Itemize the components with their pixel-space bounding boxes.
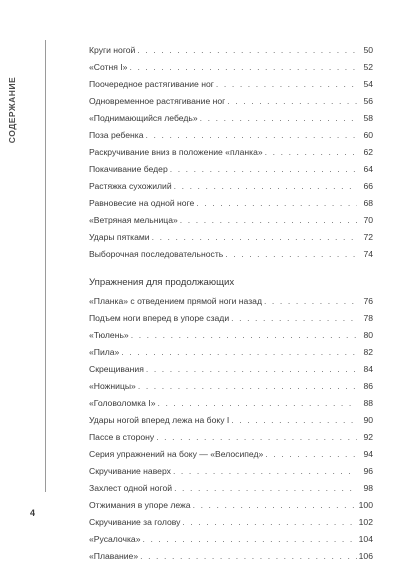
toc-leader-dots — [180, 212, 357, 229]
toc-leader-dots — [152, 229, 357, 246]
toc-leader-dots — [231, 310, 357, 327]
toc-entry — [89, 293, 373, 310]
toc-entry-page: 68 — [363, 198, 373, 208]
toc-entry — [89, 480, 373, 497]
toc-entry-page: 94 — [363, 449, 373, 459]
section-side-label — [4, 62, 20, 158]
toc-leader-dots — [173, 463, 357, 480]
toc-leader-dots — [174, 480, 357, 497]
toc-entry-page: 100 — [358, 500, 373, 510]
toc-entry-page: 82 — [363, 347, 373, 357]
toc-leader-dots — [157, 395, 357, 412]
toc-leader-dots — [142, 531, 356, 548]
toc-entry — [89, 178, 373, 195]
toc-entry — [89, 429, 373, 446]
toc-entry-title: Равновесие на одной ноге — [89, 198, 195, 208]
toc-entry-title: Серия упражнений на боку — «Велосипед» — [89, 449, 264, 459]
toc-leader-dots — [140, 548, 357, 565]
toc-entry — [89, 110, 373, 127]
toc-entry-page: 74 — [363, 249, 373, 259]
toc-leader-dots — [156, 429, 357, 446]
toc-entry-page: 76 — [363, 296, 373, 306]
toc-entry-page: 104 — [358, 534, 373, 544]
toc-entry-title: Выборочная последовательность — [89, 249, 224, 259]
toc-entry-title: Захлест одной ногой — [89, 483, 173, 493]
toc-leader-dots — [200, 110, 357, 127]
toc-entry-title: Растяжка сухожилий — [89, 181, 172, 191]
toc-entry-title: «Ветряная мельница» — [89, 215, 178, 225]
toc-entry — [89, 144, 373, 161]
toc-entry-page: 98 — [363, 483, 373, 493]
toc-entry-title: Круги ногой — [89, 45, 136, 55]
toc-entry-page: 54 — [363, 79, 373, 89]
table-of-contents — [89, 42, 373, 565]
toc-entry — [89, 229, 373, 246]
toc-entry-page: 64 — [363, 164, 373, 174]
toc-entry-page: 90 — [363, 415, 373, 425]
toc-entry-page: 106 — [358, 551, 373, 561]
toc-entry-page: 62 — [363, 147, 373, 157]
toc-entry-page: 60 — [363, 130, 373, 140]
toc-entry-title: Пассе в сторону — [89, 432, 155, 442]
toc-entry — [89, 161, 373, 178]
toc-entry-title: «Русалочка» — [89, 534, 141, 544]
toc-entry — [89, 361, 373, 378]
toc-entry — [89, 42, 373, 59]
toc-entry-page: 86 — [363, 381, 373, 391]
toc-entry-title: Поочередное растягивание ног — [89, 79, 214, 89]
toc-entry-page: 66 — [363, 181, 373, 191]
toc-entry — [89, 59, 373, 76]
toc-entry-page: 70 — [363, 215, 373, 225]
toc-entry-title: Раскручивание вниз в положение «планка» — [89, 147, 263, 157]
toc-entry — [89, 463, 373, 480]
toc-leader-dots — [137, 42, 357, 59]
toc-entry-page: 102 — [358, 517, 373, 527]
toc-entry — [89, 548, 373, 565]
toc-entry — [89, 395, 373, 412]
vertical-divider — [45, 40, 46, 492]
toc-leader-dots — [121, 344, 357, 361]
toc-entry — [89, 446, 373, 463]
toc-entry — [89, 212, 373, 229]
toc-entry-page: 50 — [363, 45, 373, 55]
toc-entry-page: 52 — [363, 62, 373, 72]
toc-entry-title: «Сотня I» — [89, 62, 128, 72]
toc-part-1 — [89, 42, 373, 263]
toc-leader-dots — [182, 514, 356, 531]
toc-entry-title: Скручивание за голову — [89, 517, 181, 527]
toc-entry-page: 92 — [363, 432, 373, 442]
toc-entry — [89, 127, 373, 144]
section-heading: Упражнения для продолжающих — [89, 277, 235, 288]
toc-entry — [89, 378, 373, 395]
toc-entry-title: «Поднимающийся лебедь» — [89, 113, 198, 123]
toc-leader-dots — [227, 93, 357, 110]
toc-part-2 — [89, 293, 373, 565]
toc-entry — [89, 497, 373, 514]
toc-entry-title: «Планка» с отведением прямой ноги назад — [89, 296, 262, 306]
toc-entry-page: 88 — [363, 398, 373, 408]
toc-leader-dots — [216, 76, 357, 93]
toc-entry-title: Отжимания в упоре лежа — [89, 500, 191, 510]
toc-entry-title: Одновременное растягивание ног — [89, 96, 226, 106]
toc-entry — [89, 76, 373, 93]
toc-entry — [89, 327, 373, 344]
toc-leader-dots — [265, 446, 357, 463]
toc-entry-title: Удары пятками — [89, 232, 150, 242]
toc-entry-title: «Ножницы» — [89, 381, 136, 391]
toc-entry-title: «Плавание» — [89, 551, 139, 561]
toc-leader-dots — [138, 378, 357, 395]
toc-leader-dots — [265, 144, 357, 161]
page-number: 4 — [30, 508, 36, 518]
toc-leader-dots — [264, 293, 357, 310]
toc-leader-dots — [196, 195, 357, 212]
toc-entry-title: Удары ногой вперед лежа на боку I — [89, 415, 230, 425]
toc-entry — [89, 514, 373, 531]
toc-entry — [89, 412, 373, 429]
toc-entry-page: 80 — [363, 330, 373, 340]
toc-entry-page: 78 — [363, 313, 373, 323]
toc-leader-dots — [146, 361, 357, 378]
toc-entry-page: 58 — [363, 113, 373, 123]
toc-entry-title: Поза ребенка — [89, 130, 144, 140]
toc-leader-dots — [231, 412, 357, 429]
toc-entry-title: Покачивание бедер — [89, 164, 168, 174]
toc-leader-dots — [146, 127, 357, 144]
toc-leader-dots — [225, 246, 357, 263]
toc-entry-title: Подъем ноги вперед в упоре сзади — [89, 313, 230, 323]
toc-entry — [89, 246, 373, 263]
toc-entry-page: 72 — [363, 232, 373, 242]
toc-leader-dots — [129, 59, 357, 76]
toc-leader-dots — [131, 327, 357, 344]
toc-entry — [89, 310, 373, 327]
toc-entry — [89, 344, 373, 361]
toc-entry-title: «Головоломка I» — [89, 398, 156, 408]
toc-entry — [89, 531, 373, 548]
toc-leader-dots — [170, 161, 357, 178]
toc-leader-dots — [174, 178, 357, 195]
toc-entry — [89, 195, 373, 212]
toc-entry-page: 96 — [363, 466, 373, 476]
toc-entry-page: 84 — [363, 364, 373, 374]
toc-entry-title: «Пила» — [89, 347, 120, 357]
toc-entry-page: 56 — [363, 96, 373, 106]
toc-leader-dots — [193, 497, 357, 514]
toc-entry-title: «Тюлень» — [89, 330, 129, 340]
toc-entry — [89, 93, 373, 110]
toc-entry-title: Скручивание наверх — [89, 466, 171, 476]
toc-entry-title: Скрещивания — [89, 364, 144, 374]
side-label-text: СОДЕРЖАНИЕ — [7, 76, 18, 144]
